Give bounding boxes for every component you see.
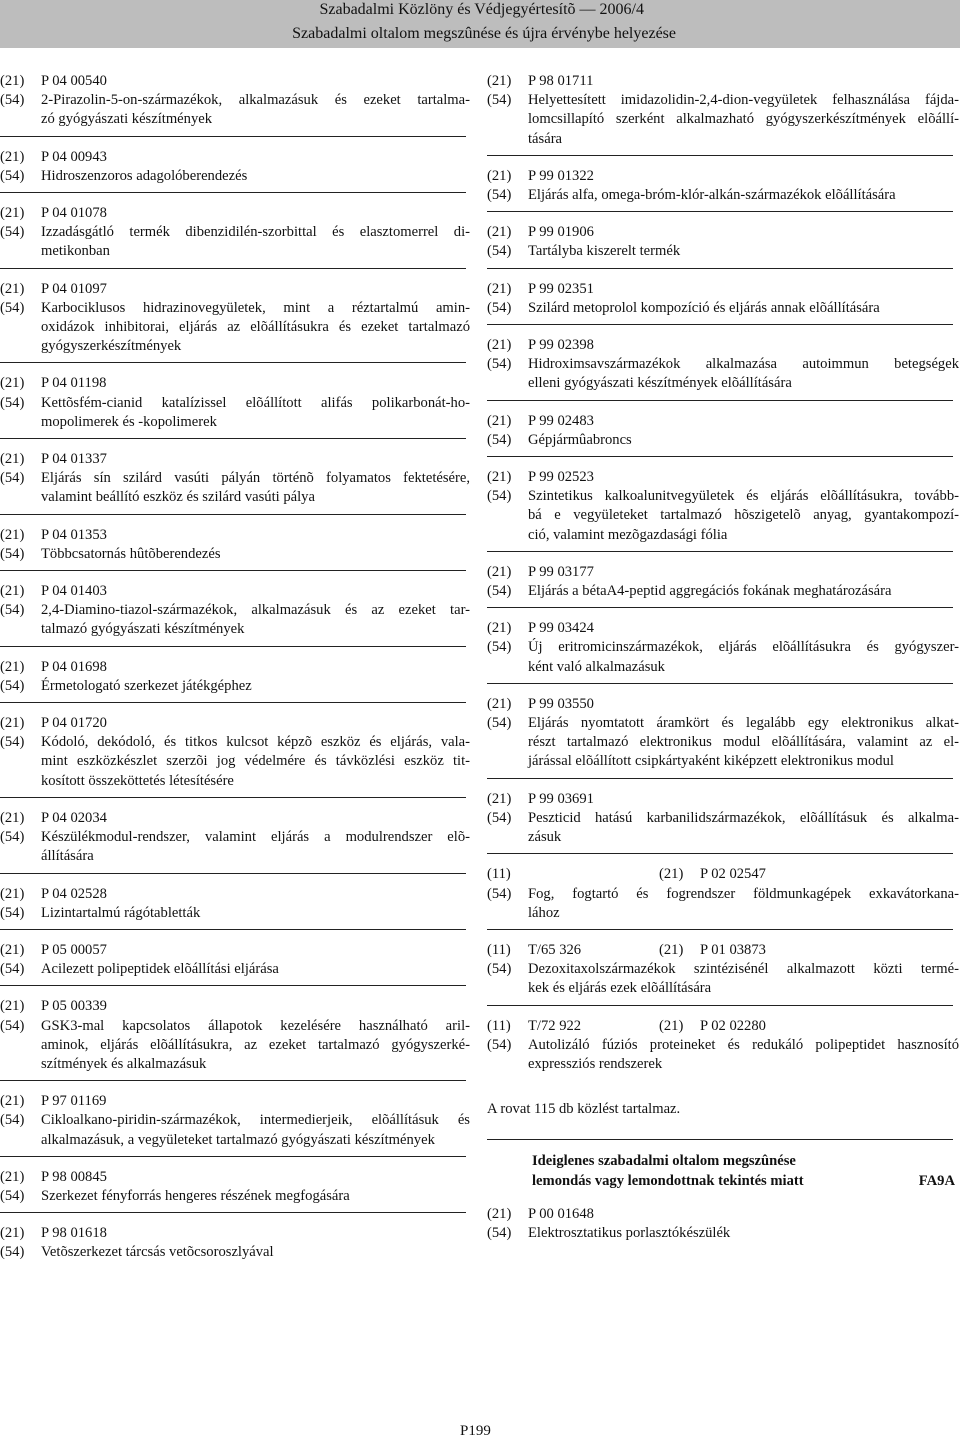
title-line: Gépjármûabroncs <box>528 431 632 448</box>
section-heading <box>487 1152 959 1190</box>
lapszam: T/72 922 <box>528 1017 582 1034</box>
inid-21: (21) <box>0 998 25 1015</box>
patent-entry <box>487 1017 959 1075</box>
patent-title <box>528 355 959 393</box>
title-line: lomcsillapító szerként alkalmazható gyógyszerkészítmények elõállí- <box>528 111 959 128</box>
title-line: ció, valamint mezõgazdasági fólia <box>528 526 728 543</box>
patent-entry <box>0 450 470 508</box>
title-line: Helyettesített imidazolidin-2,4-dion-vegyületek felhasználása fájda- <box>528 92 959 109</box>
patent-entry <box>0 809 470 867</box>
application-row <box>487 1205 959 1224</box>
application-number: P 98 01711 <box>528 73 594 89</box>
page-header <box>0 0 960 54</box>
title-line: Peszticid hatású karbanilidszármazékok, elõállításuk és alkalma- <box>528 809 959 826</box>
inid-21: (21) <box>487 695 512 712</box>
title-line: Szilárd metoprolol kompozíció és eljárás annak elõállítására <box>528 299 880 316</box>
title-row <box>0 733 470 791</box>
inid-21: (21) <box>0 73 25 89</box>
application-number: P 04 00943 <box>41 148 107 165</box>
title-line: Cikloalkano-piridin-származékok, intermedierjeik, elõállításuk és <box>41 1112 470 1129</box>
application-row <box>0 809 470 828</box>
patent-title <box>528 582 959 601</box>
title-row <box>0 828 470 866</box>
title-row <box>487 582 959 601</box>
application-row <box>487 865 959 884</box>
patent-title <box>41 828 470 866</box>
title-row <box>487 960 959 998</box>
application-row <box>0 1092 470 1111</box>
patent-title <box>41 733 470 791</box>
title-line: Eljárás alfa, omega-bróm-klór-alkán-származékok elõállítására <box>528 187 896 204</box>
title-line: oxidázok inhibitorai, eljárás az elõállításukra és ezeket tartalmazó <box>41 319 470 336</box>
title-line: Vetõszerkezet tárcsás vetõcsoroszlyával <box>41 1244 274 1261</box>
patent-entry <box>0 885 470 923</box>
section-code: FA9A <box>918 1172 955 1189</box>
inid-21: (21) <box>487 1205 512 1222</box>
application-row <box>0 1224 470 1243</box>
title-row <box>487 186 959 205</box>
patent-entry <box>487 865 959 923</box>
patent-entry <box>487 790 959 848</box>
patent-entry <box>487 468 959 545</box>
title-row <box>0 1243 470 1262</box>
application-row <box>0 204 470 223</box>
inid-21: (21) <box>0 280 25 297</box>
inid-21: (21) <box>0 1093 25 1110</box>
patent-entry <box>487 1205 959 1243</box>
title-line: Fog, fogtartó és fogrendszer földmunkagépek exkavátorkana- <box>528 885 959 902</box>
inid-54: (54) <box>0 1187 25 1204</box>
inid-11: (11) <box>487 1017 511 1034</box>
application-row <box>0 582 470 601</box>
application-row <box>0 280 470 299</box>
inid-21: (21) <box>0 715 25 732</box>
patent-entry <box>0 582 470 640</box>
patent-title <box>528 714 959 772</box>
application-number: P 05 00339 <box>41 998 107 1015</box>
inid-54: (54) <box>0 602 25 619</box>
patent-title <box>41 545 470 564</box>
inid-54: (54) <box>0 92 25 109</box>
patent-title <box>41 1243 470 1262</box>
inid-54: (54) <box>487 356 512 373</box>
inid-54: (54) <box>487 1036 512 1053</box>
patent-title <box>528 186 959 205</box>
patent-entry <box>0 280 470 357</box>
patent-title <box>41 299 470 357</box>
title-line: Kettõsfém-cianid katalízissel elõállított alifás polikarbonát-ho- <box>41 394 470 411</box>
inid-54: (54) <box>0 1017 25 1034</box>
title-line: tására <box>528 130 563 147</box>
title-line: Érmetologató szerkezet játékgéphez <box>41 677 252 694</box>
patent-entry <box>0 997 470 1074</box>
title-line: járással elõállított csipkártyaként kiképzett elektronikus modul <box>528 753 894 770</box>
application-number: P 02 02280 <box>700 1017 766 1034</box>
section-heading-title <box>532 1152 852 1190</box>
title-line: Elektrosztatikus porlasztókészülék <box>528 1224 731 1241</box>
inid-21: (21) <box>0 583 25 600</box>
title-line: mopolimerek és -kopolimerek <box>41 413 217 430</box>
title-row <box>0 167 470 186</box>
section-title: Szabadalmi oltalom megszûnése és újra érvénybe helyezése <box>292 25 676 42</box>
inid-54: (54) <box>487 583 512 600</box>
title-line: alkalmazásuk, a vegyületeket tartalmazó gyógyászati készítmények <box>41 1131 435 1148</box>
inid-21: (21) <box>487 337 512 354</box>
title-row <box>0 299 470 357</box>
patent-entry <box>0 1092 470 1150</box>
application-number: P 97 01169 <box>41 1093 107 1110</box>
title-line: zásuk <box>528 829 562 846</box>
inid-21: (21) <box>487 620 512 637</box>
application-number: P 01 03873 <box>700 941 766 958</box>
inid-21: (21) <box>487 73 512 89</box>
patent-entry <box>487 72 959 149</box>
patent-title <box>41 1017 470 1075</box>
patent-title <box>528 960 959 998</box>
title-row <box>0 91 470 129</box>
patent-entry <box>0 204 470 262</box>
inid-54: (54) <box>0 677 25 694</box>
title-row <box>487 91 959 149</box>
patent-title <box>41 601 470 639</box>
patent-entry <box>487 695 959 772</box>
title-row <box>487 885 959 923</box>
title-line: bá e vegyületeket tartalmazó hõszigetelõ anyag, gyantakompozí- <box>528 507 959 524</box>
application-number: P 05 00057 <box>41 941 107 958</box>
title-line: Hidroximsavszármazékok alkalmazása autoimmun betegségek <box>528 356 959 373</box>
application-row <box>0 997 470 1016</box>
title-row <box>0 677 470 696</box>
title-line: Kódoló, dekódoló, és titkos kulcsot képzõ eszköz és eljárás, vala- <box>41 734 470 751</box>
application-row <box>487 167 959 186</box>
inid-21: (21) <box>487 167 512 184</box>
patent-title <box>41 677 470 696</box>
title-row <box>0 1017 470 1075</box>
application-row <box>0 714 470 733</box>
title-row <box>487 714 959 772</box>
application-number: P 04 01698 <box>41 658 107 675</box>
application-number: P 98 01618 <box>41 1225 107 1242</box>
patent-title <box>528 242 959 261</box>
patent-entry <box>0 374 470 432</box>
section-heading-line: lemondás vagy lemondottnak tekintés miatt <box>532 1172 804 1189</box>
patent-entry <box>487 280 959 318</box>
title-line: Tartályba kiszerelt termék <box>528 243 681 260</box>
title-line: Eljárás sín szilárd vasúti pályán történõ folyamatos fektetésére, <box>41 470 470 487</box>
application-row <box>0 374 470 393</box>
application-number: P 99 03550 <box>528 695 594 712</box>
inid-21: (21) <box>487 469 512 486</box>
inid-21: (21) <box>0 451 25 468</box>
patent-title <box>41 394 470 432</box>
patent-title <box>528 431 959 450</box>
patent-entry <box>487 563 959 601</box>
title-line: Többcsatornás hûtõberendezés <box>41 545 221 562</box>
inid-54: (54) <box>0 470 25 487</box>
inid-54: (54) <box>487 187 512 204</box>
application-row <box>487 1017 959 1036</box>
application-row <box>487 790 959 809</box>
title-row <box>487 809 959 847</box>
application-number: P 04 01720 <box>41 715 107 732</box>
title-line: Hidroszenzoros adagolóberendezés <box>41 167 248 184</box>
patent-entry <box>0 714 470 791</box>
title-line: Eljárás a bétaA4-peptid aggregációs fokának meghatározására <box>528 583 892 600</box>
title-line: gyógyszerkészítmények <box>41 338 182 355</box>
title-line: GSK3-mal kapcsolatos állapotok kezelésére használható aril- <box>41 1017 470 1034</box>
title-row <box>0 394 470 432</box>
title-line: részt tartalmazó elektronikus modul elõállítására, valamint az el- <box>528 734 959 751</box>
inid-54: (54) <box>487 488 512 505</box>
application-number: P 04 02034 <box>41 809 107 826</box>
patent-entry <box>487 412 959 450</box>
title-line: expressziós rendszerek <box>528 1055 663 1072</box>
lapszam <box>528 865 659 884</box>
inid-54: (54) <box>487 299 512 316</box>
title-row <box>0 223 470 261</box>
inid-54: (54) <box>0 961 25 978</box>
patent-title <box>528 638 959 676</box>
title-row <box>0 1111 470 1149</box>
inid-21: (21) <box>0 1168 25 1185</box>
application-number: P 99 02523 <box>528 469 594 486</box>
application-row <box>487 941 959 960</box>
application-number: P 99 03177 <box>528 563 594 580</box>
patent-entry <box>0 526 470 564</box>
patent-entry <box>487 167 959 205</box>
patent-title <box>528 1224 959 1243</box>
patent-title <box>41 91 470 129</box>
lapszam: T/65 326 <box>528 941 582 958</box>
application-number: P 04 01078 <box>41 205 107 222</box>
patent-title <box>41 904 470 923</box>
patent-title <box>41 1187 470 1206</box>
title-row <box>487 355 959 393</box>
application-row <box>487 412 959 431</box>
inid-54: (54) <box>0 224 25 241</box>
application-number: P 04 00540 <box>41 73 107 89</box>
application-row <box>0 885 470 904</box>
inid-21: (21) <box>0 526 25 543</box>
patent-entry <box>0 941 470 979</box>
patent-entry <box>487 223 959 261</box>
application-number: P 04 01403 <box>41 583 107 600</box>
title-row <box>487 1036 959 1074</box>
inid-21: (21) <box>487 790 512 807</box>
title-line: szítmények és alkalmazásuk <box>41 1055 207 1072</box>
inid-21: (21) <box>0 809 25 826</box>
inid-54: (54) <box>487 715 512 732</box>
title-row <box>0 904 470 923</box>
patent-entry <box>0 148 470 186</box>
inid-11: (11) <box>487 941 511 958</box>
application-number: P 02 02547 <box>700 866 766 883</box>
application-number: P 99 01322 <box>528 167 594 184</box>
application-row <box>0 658 470 677</box>
title-line: metikonban <box>41 243 110 260</box>
application-number: P 04 02528 <box>41 885 107 902</box>
application-number: P 04 01198 <box>41 375 107 392</box>
patent-title <box>528 809 959 847</box>
inid-21: (21) <box>0 885 25 902</box>
title-row <box>0 601 470 639</box>
section-heading-line: Ideiglenes szabadalmi oltalom megszûnése <box>532 1153 796 1170</box>
application-row <box>0 450 470 469</box>
inid-21: (21) <box>659 866 684 883</box>
inid-54: (54) <box>0 734 25 751</box>
title-line: állítására <box>41 848 94 865</box>
application-row <box>0 1168 470 1187</box>
application-row <box>487 468 959 487</box>
title-row <box>0 469 470 507</box>
inid-54: (54) <box>487 431 512 448</box>
inid-54: (54) <box>487 639 512 656</box>
application-number: P 00 01648 <box>528 1205 594 1222</box>
inid-54: (54) <box>0 167 25 184</box>
title-row <box>487 242 959 261</box>
inid-54: (54) <box>487 243 512 260</box>
title-row <box>0 1187 470 1206</box>
patent-title <box>528 1036 959 1074</box>
inid-21: (21) <box>0 1225 25 1242</box>
application-number: P 04 01353 <box>41 526 107 543</box>
patent-title <box>528 299 959 318</box>
right-column <box>487 72 959 1243</box>
inid-54: (54) <box>487 809 512 826</box>
inid-11: (11) <box>487 866 511 883</box>
title-line: lához <box>528 904 560 921</box>
patent-title <box>41 469 470 507</box>
title-line: mint eszközkészlet szerzõi jog védelmére és távközlési eszköz tit- <box>41 753 470 770</box>
summary-note: A rovat 115 db közlést tartalmaz. <box>487 1101 681 1118</box>
application-number: P 04 01337 <box>41 451 107 468</box>
application-number: P 99 02398 <box>528 337 594 354</box>
application-row <box>487 223 959 242</box>
application-row <box>487 695 959 714</box>
patent-title <box>528 885 959 923</box>
title-line: zó gyógyászati készítmények <box>41 111 213 128</box>
title-row <box>487 1224 959 1243</box>
application-number: P 99 03691 <box>528 790 594 807</box>
inid-54: (54) <box>0 904 25 921</box>
patent-entry <box>0 658 470 696</box>
patent-title <box>41 960 470 979</box>
inid-54: (54) <box>0 1112 25 1129</box>
inid-21: (21) <box>659 941 684 958</box>
inid-54: (54) <box>487 1224 512 1241</box>
title-line: 2-Pirazolin-5-on-származékok, alkalmazásuk és ezeket tartalma- <box>41 92 470 109</box>
title-line: Szerkezet fényforrás hengeres részének megfogására <box>41 1187 350 1204</box>
patent-title <box>528 91 959 149</box>
patent-title <box>528 487 959 545</box>
title-line: 2,4-Diamino-tiazol-származékok, alkalmazásuk és az ezeket tar- <box>41 602 470 619</box>
left-column <box>0 72 470 1263</box>
inid-21: (21) <box>487 224 512 241</box>
application-row <box>0 526 470 545</box>
inid-21: (21) <box>0 375 25 392</box>
application-number: P 99 02351 <box>528 280 594 297</box>
title-row <box>0 960 470 979</box>
title-line: Autolizáló fúziós proteineket és redukáló polipeptidet hasznosító <box>528 1036 959 1053</box>
application-row <box>0 148 470 167</box>
inid-21: (21) <box>659 1017 684 1034</box>
patent-entry <box>487 336 959 394</box>
inid-21: (21) <box>487 280 512 297</box>
application-number: P 99 03424 <box>528 620 594 637</box>
inid-54: (54) <box>487 961 512 978</box>
patent-entry <box>487 619 959 677</box>
inid-21: (21) <box>0 205 25 222</box>
application-row <box>487 72 959 91</box>
patent-title <box>41 223 470 261</box>
title-line: Új eritromicinszármazékok, eljárás elõállításukra és gyógyszer- <box>528 639 959 656</box>
title-line: kosított összeköttetés létesítésére <box>41 772 234 789</box>
patent-entry <box>0 1168 470 1206</box>
application-number: P 99 02483 <box>528 412 594 429</box>
patent-entry <box>0 1224 470 1262</box>
application-number: P 04 01097 <box>41 280 107 297</box>
application-row <box>487 336 959 355</box>
title-line: aminok, eljárás elõállításukra, az ezeket tartalmazó gyógyszerké- <box>41 1036 470 1053</box>
inid-21: (21) <box>0 941 25 958</box>
patent-entry <box>487 941 959 999</box>
title-row <box>487 299 959 318</box>
title-line: ként való alkalmazásuk <box>528 658 665 675</box>
title-line: Acilezett polipeptidek elõállítási eljárása <box>41 961 279 978</box>
journal-title: Szabadalmi Közlöny és Védjegyértesítõ — 2006/4 <box>319 1 644 18</box>
title-line: Karbociklusos hidrazinovegyületek, mint a réztartalmú amin- <box>41 299 470 316</box>
title-row <box>0 545 470 564</box>
application-row <box>487 563 959 582</box>
title-row <box>487 638 959 676</box>
inid-54: (54) <box>487 885 512 902</box>
title-line: Izzadásgátló termék dibenzidilén-szorbittal és elasztomerrel di- <box>41 224 470 241</box>
title-row <box>487 487 959 545</box>
inid-21: (21) <box>0 658 25 675</box>
title-line: elleni gyógyászati készítmények elõállítására <box>528 375 792 392</box>
inid-21: (21) <box>487 412 512 429</box>
application-row <box>487 619 959 638</box>
inid-54: (54) <box>0 829 25 846</box>
application-number: P 99 01906 <box>528 224 594 241</box>
inid-54: (54) <box>0 1244 25 1261</box>
title-line: Dezoxitaxolszármazékok szintézisénél alkalmazott közti termé- <box>528 961 959 978</box>
patent-entry <box>0 72 470 130</box>
patent-title <box>41 167 470 186</box>
inid-54: (54) <box>487 92 512 109</box>
title-line: kek és eljárás ezek elõállítására <box>528 980 712 997</box>
title-line: valamint beállító eszköz és szilárd vasúti pálya <box>41 489 315 506</box>
page-number: P199 <box>460 1423 491 1439</box>
inid-21: (21) <box>487 563 512 580</box>
patent-title <box>41 1111 470 1149</box>
title-line: Eljárás nyomtatott áramkört és legalább egy elektronikus alkat- <box>528 715 959 732</box>
title-row <box>487 431 959 450</box>
inid-54: (54) <box>0 545 25 562</box>
inid-54: (54) <box>0 299 25 316</box>
application-number: P 98 00845 <box>41 1168 107 1185</box>
title-line: Szintetikus kalkoalunitvegyületek és eljárás elõállításukra, tovább- <box>528 488 959 505</box>
inid-54: (54) <box>0 394 25 411</box>
inid-21: (21) <box>0 148 25 165</box>
application-row <box>0 941 470 960</box>
application-row <box>487 280 959 299</box>
title-line: talmazó gyógyászati készítmények <box>41 621 245 638</box>
application-row <box>0 72 470 91</box>
title-line: Készülékmodul-rendszer, valamint eljárás a modulrendszer elõ- <box>41 829 470 846</box>
title-line: Lizintartalmú rágótabletták <box>41 904 201 921</box>
